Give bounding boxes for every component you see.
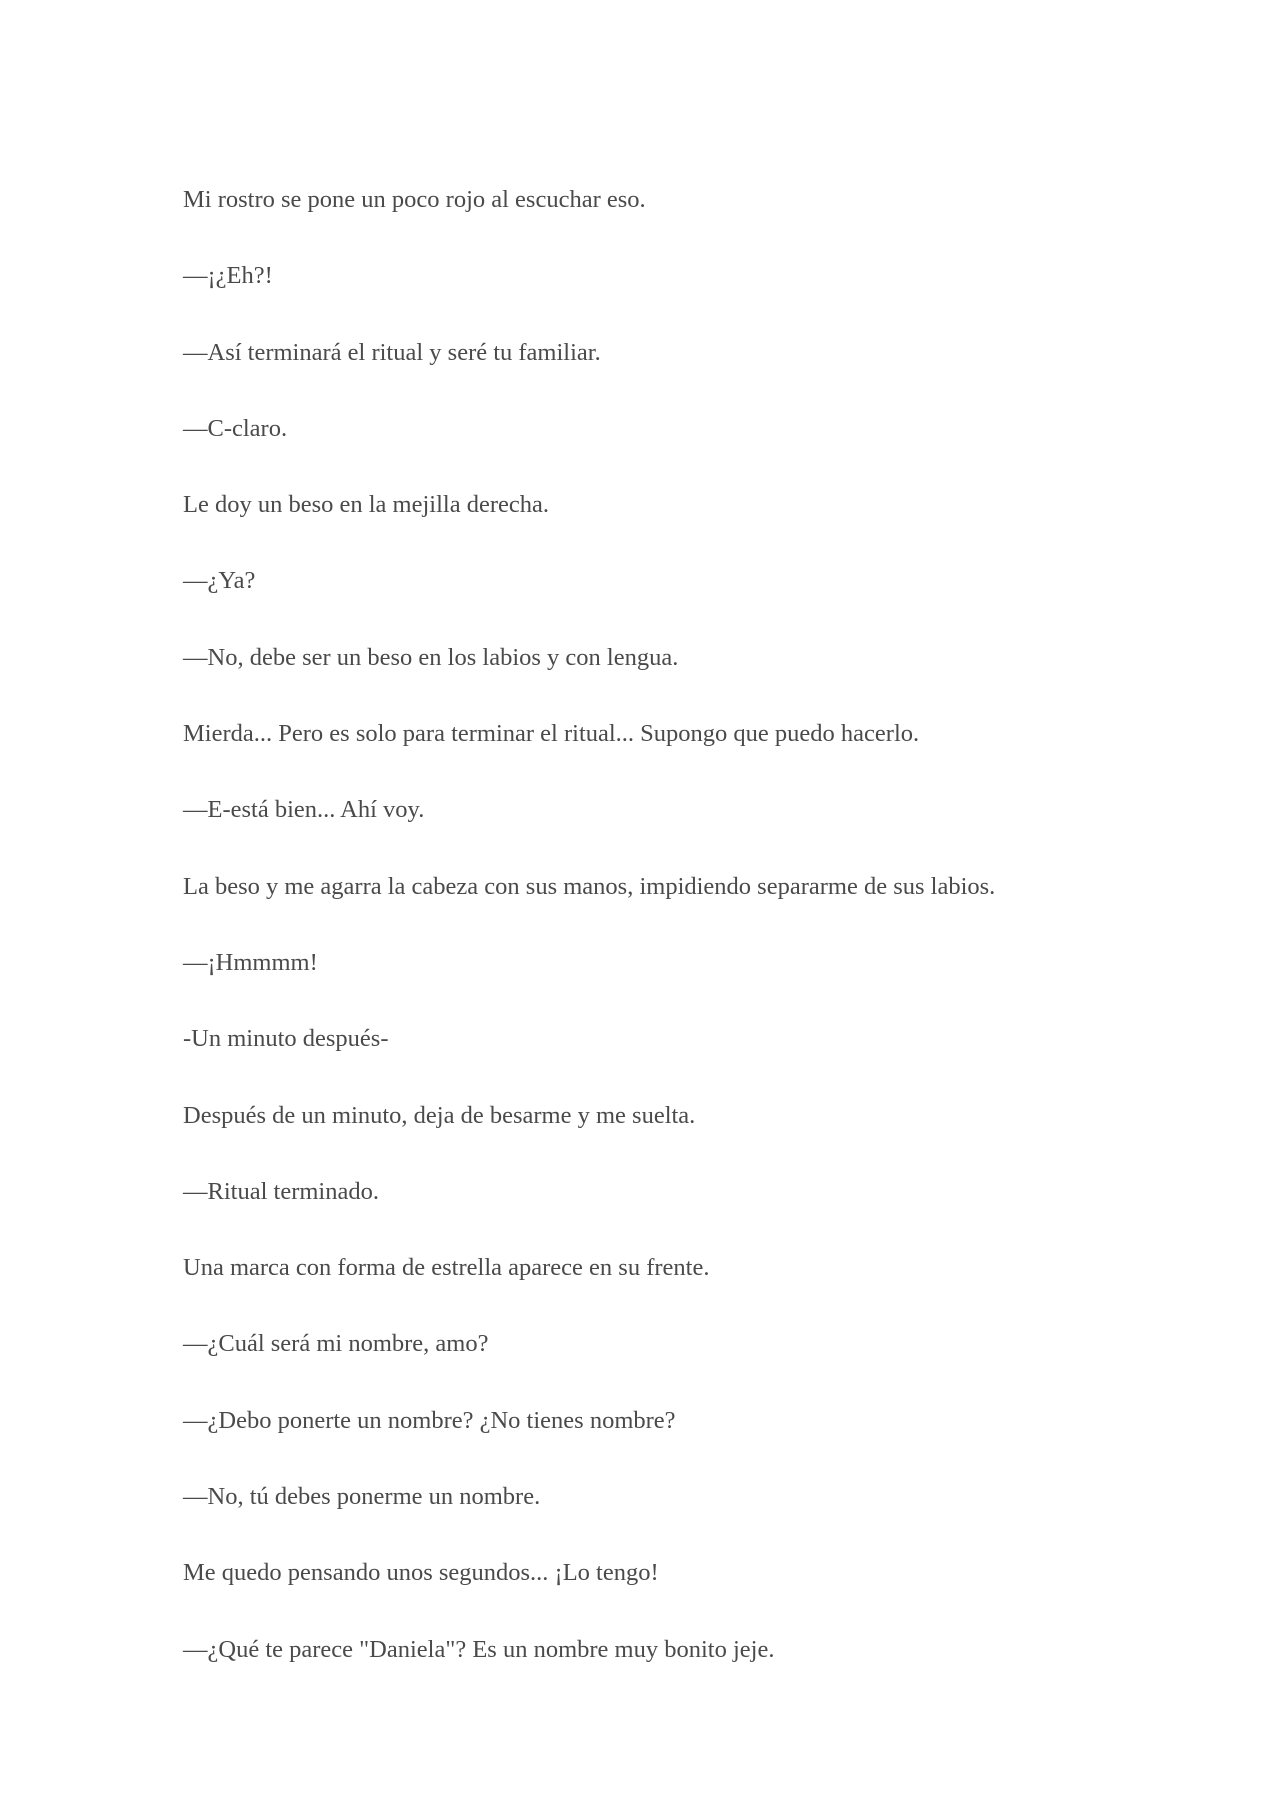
paragraph: —¿Qué te parece "Daniela"? Es un nombre muy bonito jeje.: [183, 1635, 775, 1663]
paragraph: La beso y me agarra la cabeza con sus manos, impidiendo separarme de sus labios.: [183, 872, 996, 900]
paragraph: -Un minuto después-: [183, 1025, 389, 1053]
paragraph: —¿Cuál será mi nombre, amo?: [183, 1330, 489, 1358]
paragraph: —No, tú debes ponerme un nombre.: [183, 1483, 541, 1511]
paragraph: —E-está bien... Ahí voy.: [183, 796, 425, 824]
paragraph: Mierda... Pero es solo para terminar el ritual... Supongo que puedo hacerlo.: [183, 720, 920, 748]
paragraph: Después de un minuto, deja de besarme y me suelta.: [183, 1101, 696, 1129]
paragraph: —¡¿Eh?!: [183, 262, 273, 290]
text-body: [183, 178, 1103, 1704]
paragraph: —¡Hmmmm!: [183, 948, 318, 976]
paragraph: Me quedo pensando unos segundos... ¡Lo tengo!: [183, 1559, 659, 1587]
paragraph: —No, debe ser un beso en los labios y con lengua.: [183, 643, 679, 671]
paragraph: Le doy un beso en la mejilla derecha.: [183, 491, 549, 519]
paragraph: —Ritual terminado.: [183, 1177, 379, 1205]
paragraph: —C-claro.: [183, 414, 288, 442]
paragraph: —¿Ya?: [183, 567, 256, 595]
paragraph: —Así terminará el ritual y seré tu familiar.: [183, 338, 601, 366]
paragraph: Una marca con forma de estrella aparece en su frente.: [183, 1254, 710, 1282]
paragraph: Mi rostro se pone un poco rojo al escuchar eso.: [183, 186, 646, 213]
paragraph: —¿Debo ponerte un nombre? ¿No tienes nombre?: [183, 1406, 676, 1434]
